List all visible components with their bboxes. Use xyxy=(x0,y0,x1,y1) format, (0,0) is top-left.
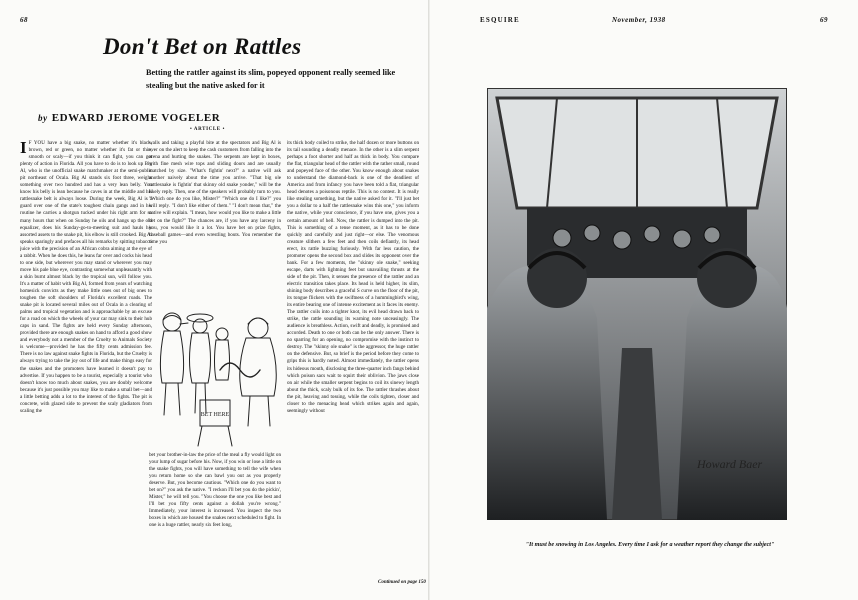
right-page-number: 69 xyxy=(820,16,828,24)
column-3-text: its thick body coiled to strike, the half dozen or more buttons on its tail sounding a deadly menace. In the other is a slim serpent perhaps a foot shorter and half as thick in body. You compare the flat, triangular head of the rattler with the rather small, round and popeyed face of the other. You know enough about snakes to understand the diamond-back is one of the deadliest of America and from infancy you have been told a flat, triangular head denotes a poisonous reptile. This is no contest. It is really like stealing something, but the native asked for it. "I'll just bet you a dollar to a half the rattlesnake wins this one," you inform the native, while your conscience, if you have one, gives you a certain amount of hell. Now, the rattler is dumped into the pit. This is something of a tense moment, as it has to be done quickly and carefully and just right—or else. The venomous creature slithers a few feet and then coils defiantly, its head erect, its rattle buzzing furiously. With far less caution, the promoter opens the second box and slides its opponent over the bank. For a few moments, the "skinny ole snake," seeking escape, darts with lightning feet but unavailing thrusts at the side of the pit. Then, it senses the presence of the rattler and an electric transition takes place. Its head is held higher, its slim, shining body describes a graceful S curve on the floor of the pit, its tongue flickers with the swiftness of a hummingbird's wing, its entire bearing one of intense excitement as it faces its enemy. The rattler coils into a tighter knot, its evil head drawn back to strike, the rattle sounding its warning note unceasingly. The audience is breathless. Action, swift and deadly, is promised and accorded. Death to one or both can be the only answer. There is no sparring for an opening, no compromise with the instinct to destroy. The "skinny ole snake" is the aggressor, the huge rattler on the defensive. But, so brief is the period before they come to grips this is hardly noted. Almost immediately, the rattler opens its hideous mouth, disclosing the three-quarter inch fangs behind which poison sacs wait to squirt their oblivion. The jaws close on air while the smaller serpent begins to coil its sinewy length about the thick, scaly bulk of its foe. The rattler thrashes about the pit, heaving and tossing, while the coils tighten, closer and closer to the menacing head which strikes again and again, seemingly without xyxy=(287,140,419,414)
page-gutter xyxy=(428,0,430,600)
artist-signature: Howard Baer xyxy=(697,457,763,471)
author-name: EDWARD JEROME VOGELER xyxy=(51,112,221,124)
snake-pit-cartoon xyxy=(150,300,286,450)
column-1-text: F YOU have a big snake, no matter whether it's black, brown, red or green, no matter whether it's fat or thin, smooth or scaly—if you think it can fight, you can get plenty of action in Florida. All you have to do is to look up Big Al, who is the unofficial snake matchmaker at the semi-public pit northeast of Ocala. Big Al stands six foot three, weighs something over two hundred and has a very lean belly. You know his belly is lean because he caves in at the middle and his rattlesnake belt is always loose. During the week, Big Al is a guard over one of the state's toughest chain gangs and in his routine he carries a shotgun tucked under his right arm for so many hours that when on Sunday he oils and hangs up the old equalizer, does his Sunday-go-to-meeting suit and hauls his assorted assets to the snake pit, his elbow is still crooked. Big Al speaks sparingly and prefaces all his remarks by spitting tobacco juice with the precision of an African cobra aiming at the eye of a rabbit. When he does this, he leans far over and cocks his head to one side, but wherever you may stand or wherever you may move his pale blue eye, contrasting somewhat unpleasantly with a skin burnt almost black by the tropical sun, will follow you. It's a matter of habit with Big Al, formed from years of watching homesick convicts as they make little ones out of big ones to toughen the soft shoulders of Florida's excellent roads. The snake pit is located several miles out of Ocala in a clearing of palms and tropical vegetation and is approachable by an excuse for a road on which the wheels of your car may sink to their hub caps in sand. The fights are held every Sunday afternoon, provided there are enough snakes on hand to afford a good show and everybody not a member of the Cruelty to Animals Society is welcome—provided he has the fifty cents admission fee. There is no law against snake fights in Florida, but the Cruelty is always trying to take the joy out of life and make things easy for the snakes and the promoters have learned it doesn't pay to advertise. If you happen to be a tourist, especially a tourist who doesn't know too much about snakes, you are doubly welcome because it's just possible you may like to make a small bet—and a little betting adds a lot to the interest of the fights. The pit is concrete, with glazed side to prevent the scaly gladiators from scaling the xyxy=(20,140,152,414)
article-deck: Betting the rattler against its slim, popeyed opponent really seemed like stealing but the native asked for it xyxy=(146,68,396,90)
text-column-1 xyxy=(20,140,152,580)
cockpit-illustration xyxy=(487,88,787,520)
byline-by: by xyxy=(38,113,48,123)
illustration-caption: "It must be snowing in Los Angeles. Every time I ask for a weather report they change the subject" xyxy=(525,542,775,548)
continued-note: Continued on page 150 xyxy=(378,580,426,585)
text-column-2-top xyxy=(149,140,281,305)
byline xyxy=(38,112,220,124)
text-column-2-bottom xyxy=(149,452,281,582)
magazine-name: ESQUIRE xyxy=(480,16,520,24)
issue-date: November, 1938 xyxy=(612,16,666,24)
column-2-text-top: walls and taking a playful bite at the spectators and Big Al is ever on the alert to keep the cash customers from falling into the arena and hurting the snakes. The serpents are kept in boxes, with fine mesh wire tops and sliding doors and are usually matched by size. "What's fightin' next?" a native will ask another naively about the time you arrive. "That big ole rattlesnake is fightin' that skinny old snake yonder," will be the likely reply. Then, one of the speakers will probably turn to you. "Which one do you like, Mister?" "Which one do I like?" you will reply. "I don't like either of them." "I don't mean that," the native will explain. "I mean, how would you like to make a little bet on the fight?" The chances are, if you have any larceny in you, you would like it a lot. You have bet on prize fights, baseball games—and even wrestling bouts. You remember the time you xyxy=(149,140,281,245)
left-page-number: 68 xyxy=(20,16,28,24)
drop-cap: I xyxy=(20,140,27,157)
article-kicker: • ARTICLE • xyxy=(190,127,225,132)
article-title: Don't Bet on Rattles xyxy=(103,34,302,59)
cartoon-sign-text: BET HERE xyxy=(200,412,230,418)
column-2-text-bottom: bet your brother-in-law the price of the meal a fly would light on your lump of sugar before his. Now, if you win or lose a little on the snake fights, you will have something to tell the wife when you return home so she can bawl you out as you properly deserve. But, you become cautious. "Which one do you want to bet on?" you ask the native. "I reckon I'll bet you do the pickin', Mister," he will tell you. "You choose the one you like best and I'll bet you fifty cents against a dollah you're wrong." Immediately, your interest is increased. You inspect the two boxes in which are housed the snakes next scheduled to fight. In one is a huge rattler, nearly six feet long, xyxy=(149,452,281,529)
text-column-3 xyxy=(287,140,419,573)
